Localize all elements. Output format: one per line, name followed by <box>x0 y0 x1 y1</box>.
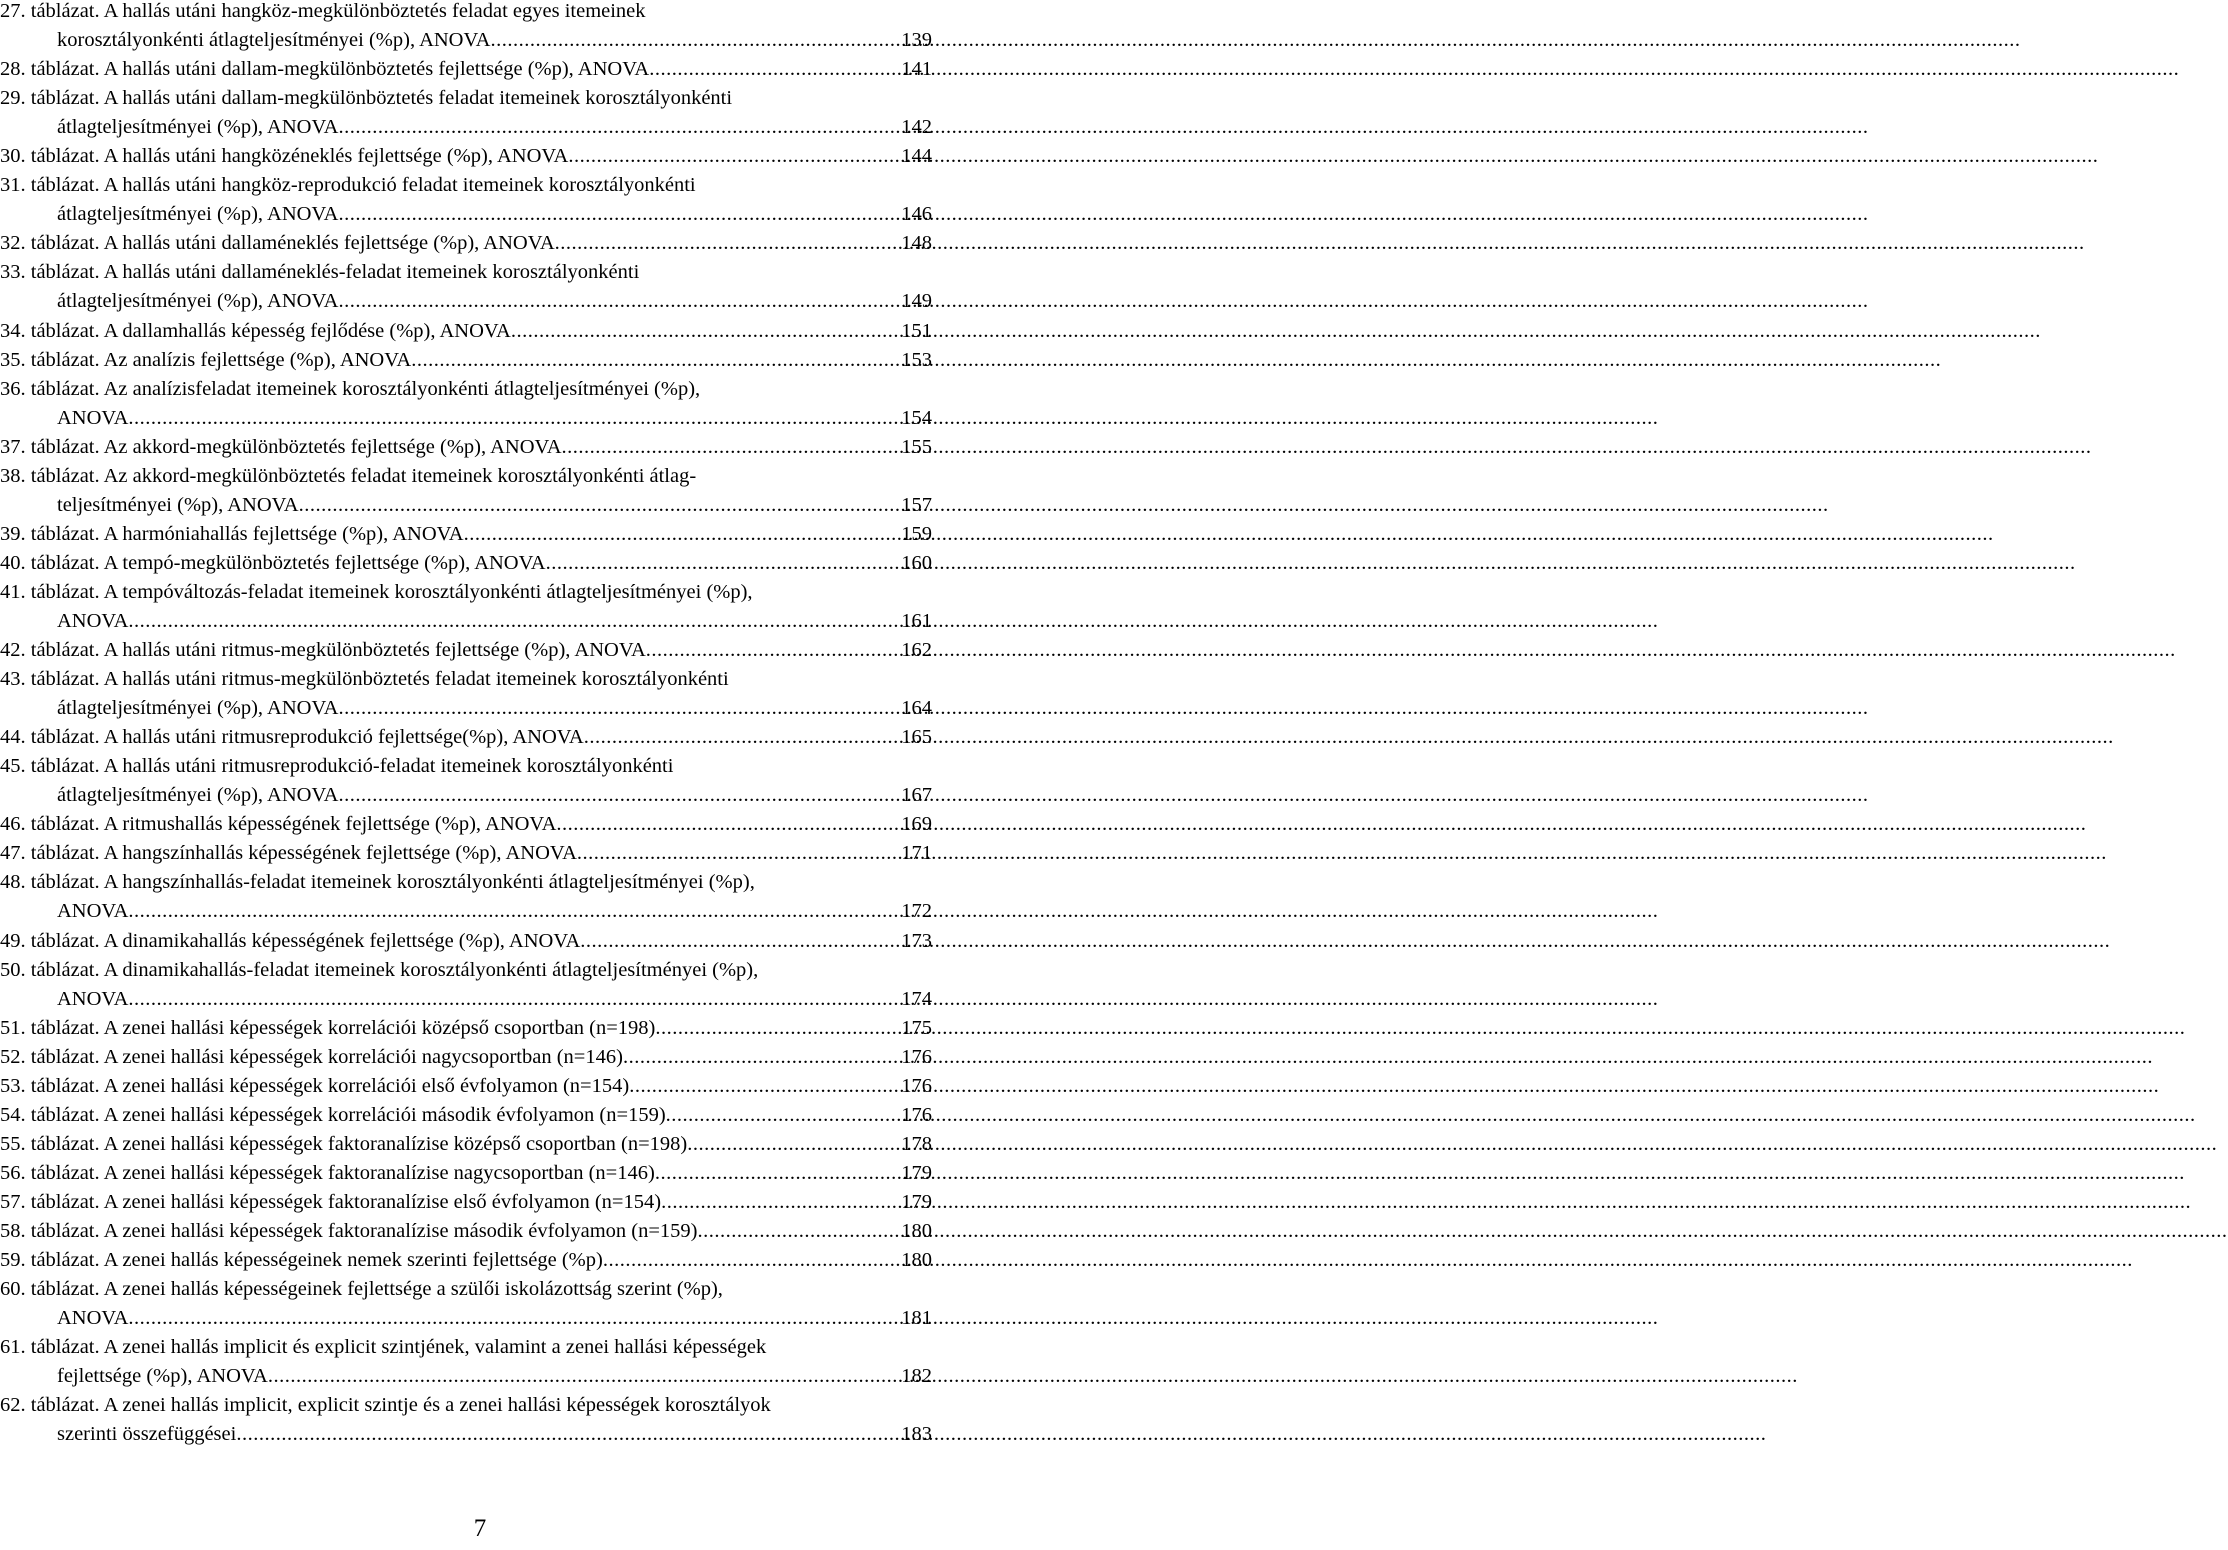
toc-page-number: 162 <box>901 639 932 662</box>
toc-entry-text: 29. táblázat. A hallás utáni dallam-megkülönböztetés feladat itemeinek korosztályonkénti <box>0 87 733 110</box>
toc-entry-text: ANOVA <box>57 406 129 429</box>
toc-dot-leader <box>655 1159 898 1188</box>
toc-entry-line <box>0 578 932 607</box>
toc-entry-line <box>0 636 932 665</box>
toc-entry-line <box>0 897 932 926</box>
toc-entry-text: 62. táblázat. A zenei hallás implicit, explicit szintje és a zenei hallási képességek korosztályok <box>0 1394 771 1417</box>
toc-entry-text: korosztályonkénti átlagteljesítményei (%p), ANOVA <box>57 29 491 52</box>
toc-entry <box>0 346 932 375</box>
toc-entry <box>0 84 932 142</box>
toc-entry-line <box>0 0 932 26</box>
toc-page-number: 160 <box>901 551 932 574</box>
toc-entry <box>0 723 932 752</box>
toc-dot-leader <box>128 985 898 1014</box>
toc-dot-leader <box>464 520 899 549</box>
toc-entry <box>0 142 932 171</box>
toc-entry-text: 34. táblázat. A dallamhallás képesség fejlődése (%p), ANOVA <box>0 319 511 342</box>
toc-entry-text: teljesítményei (%p), ANOVA <box>57 493 299 516</box>
toc-dot-leader <box>555 229 899 258</box>
toc-page-number: 180 <box>901 1219 932 1242</box>
toc-page-number: 142 <box>901 116 932 139</box>
toc-entry-line <box>0 462 932 491</box>
toc-dot-leader <box>338 694 898 723</box>
toc-entry-text: ANOVA <box>57 987 129 1010</box>
toc-dot-leader <box>603 1246 898 1275</box>
toc-entry-line <box>0 1333 932 1362</box>
toc-dot-leader <box>128 1304 898 1333</box>
toc-page-number: 175 <box>901 1016 932 1039</box>
page-number: 7 <box>473 1515 487 1542</box>
toc-entry-line <box>0 985 932 1014</box>
toc-entry-line <box>0 1043 932 1072</box>
toc-entry-line <box>0 1101 932 1130</box>
toc-page-number: 172 <box>901 900 932 923</box>
toc-dot-leader <box>698 1217 899 1246</box>
toc-entry-line <box>0 491 932 520</box>
toc-page-number: 173 <box>901 929 932 952</box>
toc-dot-leader <box>623 1043 898 1072</box>
toc-dot-leader <box>687 1130 898 1159</box>
toc-entry-text: átlagteljesítményei (%p), ANOVA <box>57 116 339 139</box>
toc-entry-line <box>0 607 932 636</box>
toc-entry <box>0 520 932 549</box>
toc-page-number: 157 <box>901 493 932 516</box>
toc-entry <box>0 636 932 665</box>
toc-page-number: 179 <box>901 1190 932 1213</box>
toc-entry-line <box>0 1217 932 1246</box>
toc-entry <box>0 1043 932 1072</box>
toc-entry-line <box>0 55 932 84</box>
toc-entry <box>0 1159 932 1188</box>
toc-entry-line <box>0 1072 932 1101</box>
toc-entry <box>0 1188 932 1217</box>
toc-page-number: 148 <box>901 232 932 255</box>
toc-entry-text: 53. táblázat. A zenei hallási képességek korrelációi első évfolyamon (n=154) <box>0 1074 630 1097</box>
toc-entry-line <box>0 839 932 868</box>
toc-entry-text: 28. táblázat. A hallás utáni dallam-megkülönböztetés fejlettsége (%p), ANOVA <box>0 58 650 81</box>
toc-entry-text: 39. táblázat. A harmóniahallás fejlettsége (%p), ANOVA <box>0 522 464 545</box>
toc-entry-line <box>0 781 932 810</box>
toc-dot-leader <box>546 549 899 578</box>
toc-entry <box>0 927 932 956</box>
toc-entry-text: 30. táblázat. A hallás utáni hangközéneklés fejlettsége (%p), ANOVA <box>0 145 569 168</box>
toc-entry <box>0 578 932 636</box>
toc-entry-text: 47. táblázat. A hangszínhallás képességének fejlettsége (%p), ANOVA <box>0 842 577 865</box>
toc-dot-leader <box>577 839 898 868</box>
toc-entry-text: 35. táblázat. Az analízis fejlettsége (%p), ANOVA <box>0 348 412 371</box>
toc-entry-text: 49. táblázat. A dinamikahallás képességének fejlettsége (%p), ANOVA <box>0 929 581 952</box>
toc-entry-text: 32. táblázat. A hallás utáni dallaméneklés fejlettsége (%p), ANOVA <box>0 232 555 255</box>
toc-page-number: 153 <box>901 348 932 371</box>
toc-dot-leader <box>236 1420 898 1449</box>
toc-entry-line <box>0 1014 932 1043</box>
toc-entry <box>0 0 932 55</box>
toc-entry-line <box>0 1391 932 1420</box>
toc-entry-text: 46. táblázat. A ritmushallás képességének fejlettsége (%p), ANOVA <box>0 813 557 836</box>
toc-entry <box>0 752 932 810</box>
toc-entry-text: 33. táblázat. A hallás utáni dallaméneklés-feladat itemeinek korosztályonkénti <box>0 261 640 284</box>
toc-dot-leader <box>411 346 898 375</box>
toc-entry-text: 57. táblázat. A zenei hallási képességek faktoranalízise első évfolyamon (n=154) <box>0 1190 662 1213</box>
toc-entry <box>0 433 932 462</box>
toc-page-number: 161 <box>901 609 932 632</box>
toc-entry-text: 50. táblázat. A dinamikahallás-feladat itemeinek korosztályonkénti átlagteljesítményei (%p), <box>0 958 759 981</box>
toc-entry-line <box>0 665 932 694</box>
toc-dot-leader <box>511 317 898 346</box>
toc-page-number: 178 <box>901 1132 932 1155</box>
toc-entry <box>0 839 932 868</box>
toc-entry-line <box>0 694 932 723</box>
toc-entry-text: 45. táblázat. A hallás utáni ritmusreprodukció-feladat itemeinek korosztályonkénti <box>0 755 674 778</box>
toc-entry <box>0 171 932 229</box>
toc-entry <box>0 375 932 433</box>
toc-entry-line <box>0 433 932 462</box>
toc-entry-text: átlagteljesítményei (%p), ANOVA <box>57 290 339 313</box>
toc-entry <box>0 1072 932 1101</box>
toc-entry-line <box>0 1275 932 1304</box>
toc-page-number: 167 <box>901 784 932 807</box>
toc-entry-text: ANOVA <box>57 609 129 632</box>
toc-dot-leader <box>338 287 898 316</box>
toc-entry <box>0 549 932 578</box>
toc-page-number: 183 <box>901 1423 932 1446</box>
toc-dot-leader <box>490 26 898 55</box>
toc-entry <box>0 1275 932 1333</box>
toc-entry-text: átlagteljesítményei (%p), ANOVA <box>57 697 339 720</box>
toc-entry-text: 59. táblázat. A zenei hallás képességeinek nemek szerinti fejlettsége (%p) <box>0 1249 603 1272</box>
toc-entry <box>0 1014 932 1043</box>
toc-page-number: 165 <box>901 726 932 749</box>
toc-dot-leader <box>128 404 898 433</box>
toc-page-number: 169 <box>901 813 932 836</box>
toc-entry-text: 56. táblázat. A zenei hallási képességek faktoranalízise nagycsoportban (n=146) <box>0 1161 655 1184</box>
toc-entry-line <box>0 1159 932 1188</box>
toc-entry-text: 52. táblázat. A zenei hallási képességek korrelációi nagycsoportban (n=146) <box>0 1045 623 1068</box>
toc-page-number: 159 <box>901 522 932 545</box>
toc-dot-leader <box>338 113 898 142</box>
toc-page-number: 144 <box>901 145 932 168</box>
toc-dot-leader <box>646 636 898 665</box>
toc-entry <box>0 229 932 258</box>
toc-entry-line <box>0 346 932 375</box>
toc-entry-line <box>0 375 932 404</box>
toc-dot-leader <box>568 142 898 171</box>
toc-entry-line <box>0 1362 932 1391</box>
toc-entry-text: 41. táblázat. A tempóváltozás-feladat itemeinek korosztályonkénti átlagteljesítményei (%p), <box>0 580 753 603</box>
toc-entry-line <box>0 1420 932 1449</box>
toc-entry-line <box>0 142 932 171</box>
toc-entry <box>0 317 932 346</box>
toc-entry <box>0 1333 932 1391</box>
toc-dot-leader <box>128 607 898 636</box>
toc-entry-line <box>0 287 932 316</box>
toc-entry <box>0 1130 932 1159</box>
toc-entry-line <box>0 549 932 578</box>
toc-entry-text: 43. táblázat. A hallás utáni ritmus-megkülönböztetés feladat itemeinek korosztályonkénti <box>0 668 729 691</box>
toc-page-number: 154 <box>901 406 932 429</box>
toc-page-number: 149 <box>901 290 932 313</box>
toc-entry-line <box>0 404 932 433</box>
toc-entry <box>0 1391 932 1449</box>
toc-page-number: 176 <box>901 1045 932 1068</box>
toc-entry-line <box>0 1188 932 1217</box>
toc-dot-leader <box>562 433 899 462</box>
toc-entry-line <box>0 956 932 985</box>
toc-dot-leader <box>584 723 899 752</box>
toc-dot-leader <box>661 1188 898 1217</box>
toc-entry <box>0 1246 932 1275</box>
toc-entry-text: 54. táblázat. A zenei hallási képességek korrelációi második évfolyamon (n=159) <box>0 1103 666 1126</box>
toc-dot-leader <box>268 1362 898 1391</box>
toc-entry-line <box>0 113 932 142</box>
toc-dot-leader <box>655 1014 898 1043</box>
toc-page-number: 155 <box>901 435 932 458</box>
toc-page-number: 176 <box>901 1074 932 1097</box>
toc-page-number: 151 <box>901 319 932 342</box>
toc-page-number: 182 <box>901 1365 932 1388</box>
toc-dot-leader <box>338 200 898 229</box>
toc-entry <box>0 1217 932 1246</box>
toc-entry-line <box>0 317 932 346</box>
toc-entry-text: 60. táblázat. A zenei hallás képességeinek fejlettsége a szülői iskolázottság szerint (%p), <box>0 1278 723 1301</box>
toc-entry-text: 61. táblázat. A zenei hallás implicit és explicit szintjének, valamint a zenei hallási képességek <box>0 1336 767 1359</box>
toc-entry-line <box>0 171 932 200</box>
toc-entry-text: fejlettsége (%p), ANOVA <box>57 1365 268 1388</box>
toc-entry <box>0 1101 932 1130</box>
toc-dot-leader <box>580 927 898 956</box>
toc-page-number: 179 <box>901 1161 932 1184</box>
toc-entry-line <box>0 810 932 839</box>
toc-entry-text: 51. táblázat. A zenei hallási képességek korrelációi középső csoportban (n=198) <box>0 1016 656 1039</box>
toc-entry-text: 38. táblázat. Az akkord-megkülönböztetés feladat itemeinek korosztályonkénti átlag- <box>0 464 697 487</box>
toc-page-number: 174 <box>901 987 932 1010</box>
toc-dot-leader <box>128 897 898 926</box>
toc-entry-text: 58. táblázat. A zenei hallási képességek faktoranalízise második évfolyamon (n=159) <box>0 1219 698 1242</box>
toc-entry-line <box>0 1246 932 1275</box>
toc-entry <box>0 462 932 520</box>
toc-entry-line <box>0 752 932 781</box>
toc-entry <box>0 665 932 723</box>
toc-entry-text: szerinti összefüggései <box>57 1423 237 1446</box>
toc-page-number: 180 <box>901 1249 932 1272</box>
toc-entry-line <box>0 200 932 229</box>
toc-entry-text: 44. táblázat. A hallás utáni ritmusreprodukció fejlettsége(%p), ANOVA <box>0 726 584 749</box>
toc-page-number: 139 <box>901 29 932 52</box>
toc-page-number: 176 <box>901 1103 932 1126</box>
toc-entry <box>0 258 932 316</box>
table-of-tables <box>0 0 932 1449</box>
toc-dot-leader <box>556 810 898 839</box>
toc-entry-line <box>0 927 932 956</box>
toc-entry-text: 37. táblázat. Az akkord-megkülönböztetés fejlettsége (%p), ANOVA <box>0 435 562 458</box>
toc-entry-line <box>0 520 932 549</box>
toc-page-number: 146 <box>901 203 932 226</box>
toc-entry-text: 42. táblázat. A hallás utáni ritmus-megkülönböztetés fejlettsége (%p), ANOVA <box>0 639 646 662</box>
toc-entry <box>0 868 932 926</box>
toc-entry-line <box>0 229 932 258</box>
toc-page-number: 181 <box>901 1307 932 1330</box>
toc-entry-line <box>0 723 932 752</box>
toc-entry <box>0 956 932 1014</box>
toc-entry <box>0 810 932 839</box>
toc-dot-leader <box>629 1072 898 1101</box>
toc-page-number: 164 <box>901 697 932 720</box>
toc-entry <box>0 55 932 84</box>
toc-entry-line <box>0 26 932 55</box>
toc-dot-leader <box>338 781 898 810</box>
toc-entry-text: 31. táblázat. A hallás utáni hangköz-reprodukció feladat itemeinek korosztályonkénti <box>0 174 696 197</box>
toc-entry-text: 48. táblázat. A hangszínhallás-feladat itemeinek korosztályonkénti átlagteljesítményei (%p), <box>0 871 755 894</box>
toc-entry-text: ANOVA <box>57 900 129 923</box>
toc-entry-text: átlagteljesítményei (%p), ANOVA <box>57 203 339 226</box>
toc-entry-line <box>0 84 932 113</box>
toc-entry-text: átlagteljesítményei (%p), ANOVA <box>57 784 339 807</box>
toc-entry-line <box>0 868 932 897</box>
toc-entry-text: ANOVA <box>57 1307 129 1330</box>
toc-entry-line <box>0 1130 932 1159</box>
toc-entry-text: 27. táblázat. A hallás utáni hangköz-megkülönböztetés feladat egyes itemeinek <box>0 0 646 22</box>
toc-dot-leader <box>666 1101 899 1130</box>
toc-page-number: 141 <box>901 58 932 81</box>
toc-entry-text: 40. táblázat. A tempó-megkülönböztetés fejlettsége (%p), ANOVA <box>0 551 546 574</box>
toc-entry-line <box>0 1304 932 1333</box>
toc-dot-leader <box>299 491 899 520</box>
toc-entry-line <box>0 258 932 287</box>
toc-dot-leader <box>649 55 898 84</box>
toc-entry-text: 55. táblázat. A zenei hallási képességek faktoranalízise középső csoportban (n=198) <box>0 1132 688 1155</box>
toc-entry-text: 36. táblázat. Az analízisfeladat itemeinek korosztályonkénti átlagteljesítményei (%p), <box>0 377 701 400</box>
toc-page-number: 171 <box>901 842 932 865</box>
